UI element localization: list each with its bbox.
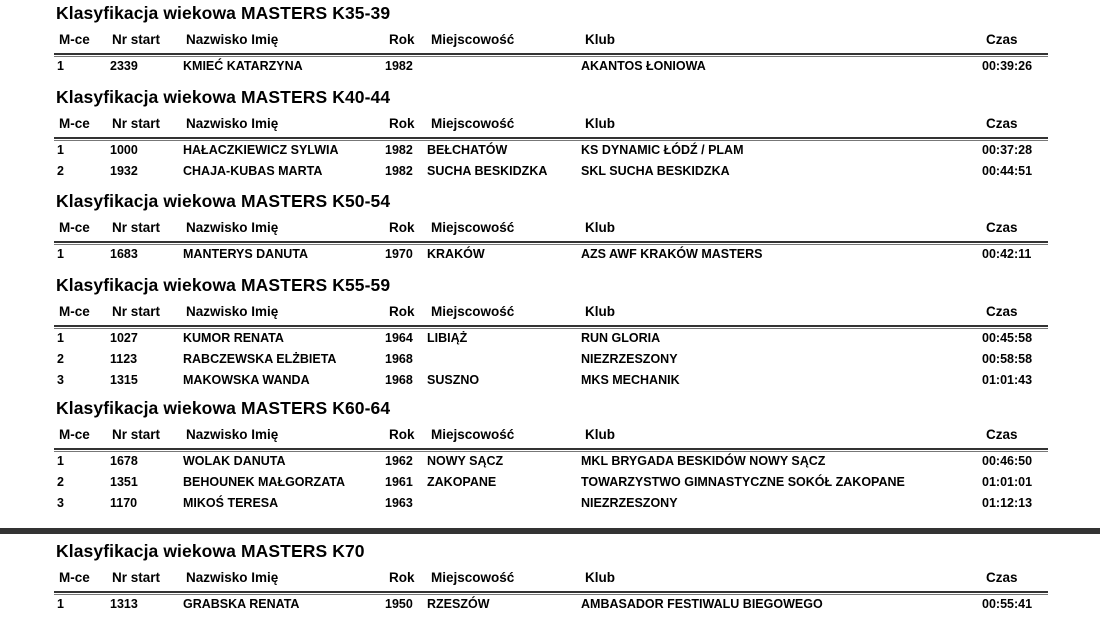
table-row [0,328,1100,348]
cell-name: KUMOR RENATA [183,331,284,345]
header-time: Czas [986,304,1018,319]
cell-year: 1968 [385,373,413,387]
cell-club: NIEZRZESZONY [581,352,678,366]
header-name: Nazwisko Imię [186,116,279,131]
cell-year: 1970 [385,247,413,261]
cell-place: 1 [57,454,64,468]
header-city: Miejscowość [431,427,515,442]
cell-city: KRAKÓW [427,247,485,261]
header-club: Klub [585,220,615,235]
header-city: Miejscowość [431,116,515,131]
header-club: Klub [585,116,615,131]
cell-name: KMIEĆ KATARZYNA [183,59,303,73]
cell-time: 00:44:51 [982,164,1033,178]
header-time: Czas [986,570,1018,585]
cell-place: 2 [57,475,64,489]
cell-year: 1968 [385,352,413,366]
header-start-number: Nr start [112,427,161,442]
cell-start-number: 1313 [110,597,138,611]
cell-city: SUSZNO [427,373,480,387]
cell-year: 1982 [385,143,413,157]
table-row [0,451,1100,471]
header-name: Nazwisko Imię [186,32,279,47]
cell-place: 2 [57,164,64,178]
header-time: Czas [986,116,1018,131]
section-title: Klasyfikacja wiekowa MASTERS K50-54 [56,191,391,211]
header-start-number: Nr start [112,220,161,235]
header-club: Klub [585,427,615,442]
cell-name: RABCZEWSKA ELŻBIETA [183,352,337,366]
cell-name: WOLAK DANUTA [183,454,286,468]
cell-name: MANTERYS DANUTA [183,247,308,261]
cell-place: 3 [57,373,64,387]
cell-year: 1961 [385,475,413,489]
cell-year: 1982 [385,59,413,73]
cell-start-number: 2339 [110,59,138,73]
cell-place: 1 [57,59,64,73]
cell-name: CHAJA-KUBAS MARTA [183,164,323,178]
table-header [0,425,1100,445]
cell-name: MAKOWSKA WANDA [183,373,310,387]
table-row [0,244,1100,264]
header-place: M-ce [59,220,90,235]
cell-city: NOWY SĄCZ [427,454,504,468]
cell-club: AZS AWF KRAKÓW MASTERS [581,247,763,261]
header-name: Nazwisko Imię [186,427,279,442]
section-title: Klasyfikacja wiekowa MASTERS K60-64 [56,398,391,418]
cell-name: MIKOŚ TERESA [183,496,279,510]
header-place: M-ce [59,570,90,585]
cell-start-number: 1932 [110,164,138,178]
table-row [0,594,1100,614]
header-year: Rok [389,220,415,235]
cell-year: 1982 [385,164,413,178]
cell-start-number: 1351 [110,475,138,489]
header-place: M-ce [59,116,90,131]
header-year: Rok [389,570,415,585]
table-row [0,56,1100,76]
header-place: M-ce [59,304,90,319]
cell-club: SKL SUCHA BESKIDZKA [581,164,730,178]
cell-time: 00:55:41 [982,597,1033,611]
header-start-number: Nr start [112,570,161,585]
cell-start-number: 1000 [110,143,138,157]
cell-name: BEHOUNEK MAŁGORZATA [183,475,346,489]
header-place: M-ce [59,427,90,442]
header-year: Rok [389,304,415,319]
table-header [0,114,1100,134]
header-time: Czas [986,427,1018,442]
cell-city: SUCHA BESKIDZKA [427,164,548,178]
cell-place: 1 [57,331,64,345]
cell-time: 00:42:11 [982,247,1032,261]
cell-name: HAŁACZKIEWICZ SYLWIA [183,143,339,157]
cell-club: TOWARZYSTWO GIMNASTYCZNE SOKÓŁ ZAKOPANE [581,475,905,489]
cell-place: 3 [57,496,64,510]
cell-place: 1 [57,597,64,611]
cell-place: 2 [57,352,64,366]
cell-start-number: 1683 [110,247,138,261]
cell-time: 01:01:43 [982,373,1033,387]
cell-club: KS DYNAMIC ŁÓDŹ / PLAM [581,143,744,157]
table-header [0,302,1100,322]
cell-start-number: 1170 [110,496,138,510]
section-title: Klasyfikacja wiekowa MASTERS K40-44 [56,87,391,107]
header-club: Klub [585,304,615,319]
header-city: Miejscowość [431,32,515,47]
header-start-number: Nr start [112,116,161,131]
cell-city: ZAKOPANE [427,475,497,489]
table-row [0,493,1100,513]
header-time: Czas [986,32,1018,47]
section-title: Klasyfikacja wiekowa MASTERS K55-59 [56,275,391,295]
header-city: Miejscowość [431,570,515,585]
header-year: Rok [389,32,415,47]
table-header [0,218,1100,238]
table-row [0,161,1100,181]
cell-place: 1 [57,143,64,157]
header-time: Czas [986,220,1018,235]
header-city: Miejscowość [431,304,515,319]
header-name: Nazwisko Imię [186,304,279,319]
cell-club: NIEZRZESZONY [581,496,678,510]
cell-time: 01:01:01 [982,475,1033,489]
header-start-number: Nr start [112,304,161,319]
cell-time: 00:45:58 [982,331,1033,345]
header-name: Nazwisko Imię [186,220,279,235]
cell-time: 00:58:58 [982,352,1033,366]
header-year: Rok [389,116,415,131]
cell-time: 00:46:50 [982,454,1033,468]
table-row [0,472,1100,492]
section-title: Klasyfikacja wiekowa MASTERS K70 [56,541,365,561]
cell-year: 1950 [385,597,413,611]
cell-city: BEŁCHATÓW [427,143,508,157]
header-city: Miejscowość [431,220,515,235]
header-name: Nazwisko Imię [186,570,279,585]
table-row [0,349,1100,369]
cell-year: 1963 [385,496,413,510]
cell-club: AKANTOS ŁONIOWA [581,59,706,73]
cell-club: AMBASADOR FESTIWALU BIEGOWEGO [581,597,823,611]
header-start-number: Nr start [112,32,161,47]
header-club: Klub [585,570,615,585]
cell-club: RUN GLORIA [581,331,661,345]
cell-start-number: 1678 [110,454,138,468]
section-title: Klasyfikacja wiekowa MASTERS K35-39 [56,3,391,23]
table-header [0,568,1100,588]
cell-start-number: 1027 [110,331,138,345]
header-place: M-ce [59,32,90,47]
cell-place: 1 [57,247,64,261]
table-header [0,30,1100,50]
cell-club: MKL BRYGADA BESKIDÓW NOWY SĄCZ [581,454,826,468]
header-club: Klub [585,32,615,47]
cell-year: 1962 [385,454,413,468]
cell-time: 01:12:13 [982,496,1033,510]
cell-year: 1964 [385,331,413,345]
table-row [0,140,1100,160]
cell-start-number: 1123 [110,352,138,366]
header-year: Rok [389,427,415,442]
table-row [0,370,1100,390]
cell-name: GRABSKA RENATA [183,597,300,611]
cell-club: MKS MECHANIK [581,373,680,387]
cell-start-number: 1315 [110,373,138,387]
cell-city: RZESZÓW [427,597,490,611]
page-break-divider [0,528,1100,534]
cell-time: 00:37:28 [982,143,1033,157]
cell-time: 00:39:26 [982,59,1033,73]
cell-city: LIBIĄŻ [427,331,468,345]
